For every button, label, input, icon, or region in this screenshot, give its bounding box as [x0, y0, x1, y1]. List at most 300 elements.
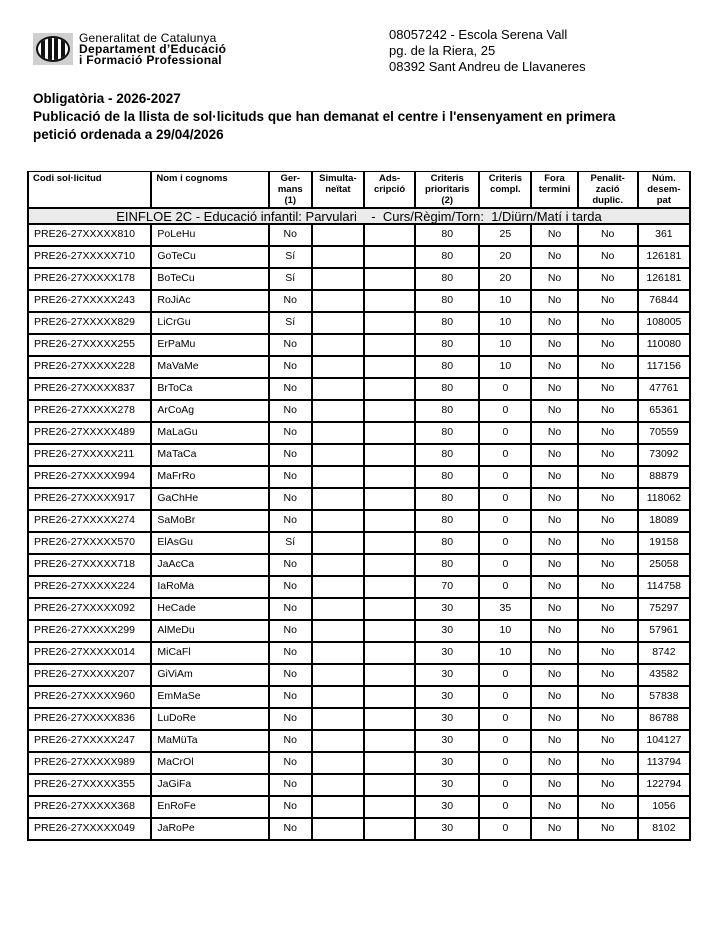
cell-num-desempat: 122794: [638, 774, 690, 796]
cell-criteris-prioritaris: 80: [415, 268, 479, 290]
cell-fora-termini: No: [531, 576, 577, 598]
cell-nom: MaFrRo: [151, 466, 268, 488]
cell-germans: No: [269, 686, 312, 708]
cell-nom: EmMaSe: [151, 686, 268, 708]
cell-penalitzacio: No: [578, 422, 638, 444]
cell-nom: ElAsGu: [151, 532, 268, 554]
cell-num-desempat: 1056: [638, 796, 690, 818]
cell-simultaneitat: [312, 466, 364, 488]
cell-num-desempat: 43582: [638, 664, 690, 686]
cell-num-desempat: 86788: [638, 708, 690, 730]
column-header-text: pat: [656, 195, 671, 206]
cell-nom: LuDoRe: [151, 708, 268, 730]
cell-codi: PRE26-27XXXXX718: [28, 554, 151, 576]
cell-codi: PRE26-27XXXXX829: [28, 312, 151, 334]
institution-logo: [33, 33, 226, 66]
cell-fora-termini: No: [531, 598, 577, 620]
cell-criteris-compl: 0: [479, 576, 531, 598]
table-row: [28, 466, 690, 488]
column-header-text: Nom i cognoms: [156, 173, 228, 184]
cell-germans: No: [269, 290, 312, 312]
applications-table: [27, 171, 691, 841]
cell-criteris-prioritaris: 80: [415, 224, 479, 246]
cell-codi: PRE26-27XXXXX960: [28, 686, 151, 708]
cell-criteris-prioritaris: 80: [415, 532, 479, 554]
cell-simultaneitat: [312, 818, 364, 840]
cell-simultaneitat: [312, 510, 364, 532]
cell-simultaneitat: [312, 598, 364, 620]
cell-adscripcio: [364, 268, 415, 290]
cell-penalitzacio: No: [578, 752, 638, 774]
cell-penalitzacio: No: [578, 246, 638, 268]
cell-germans: No: [269, 752, 312, 774]
cell-criteris-prioritaris: 80: [415, 466, 479, 488]
cell-simultaneitat: [312, 642, 364, 664]
cell-criteris-prioritaris: 30: [415, 686, 479, 708]
cell-adscripcio: [364, 730, 415, 752]
cell-germans: No: [269, 356, 312, 378]
cell-simultaneitat: [312, 620, 364, 642]
title-line-2: Publicació de la llista de sol·licituds que han demanat el centre i l'ensenyament en primera: [33, 109, 616, 124]
cell-codi: PRE26-27XXXXX994: [28, 466, 151, 488]
column-header-criteris-prioritaris: [415, 172, 479, 209]
cell-criteris-compl: 0: [479, 686, 531, 708]
cell-criteris-compl: 10: [479, 356, 531, 378]
cell-penalitzacio: No: [578, 334, 638, 356]
column-header-text: Núm.: [652, 173, 676, 184]
column-header-text: zació: [595, 184, 620, 195]
cell-germans: No: [269, 400, 312, 422]
cell-simultaneitat: [312, 312, 364, 334]
cell-criteris-prioritaris: 30: [415, 796, 479, 818]
cell-adscripcio: [364, 774, 415, 796]
cell-adscripcio: [364, 796, 415, 818]
cell-criteris-prioritaris: 80: [415, 488, 479, 510]
cell-criteris-compl: 20: [479, 268, 531, 290]
cell-num-desempat: 57961: [638, 620, 690, 642]
cell-nom: JaGiFa: [151, 774, 268, 796]
cell-codi: PRE26-27XXXXX355: [28, 774, 151, 796]
cell-nom: MaCrOl: [151, 752, 268, 774]
cell-simultaneitat: [312, 444, 364, 466]
column-header-fora-termini: [531, 172, 577, 209]
cell-penalitzacio: No: [578, 510, 638, 532]
cell-codi: PRE26-27XXXXX178: [28, 268, 151, 290]
cell-penalitzacio: No: [578, 290, 638, 312]
cell-fora-termini: No: [531, 466, 577, 488]
cell-criteris-compl: 10: [479, 642, 531, 664]
school-city: 08392 Sant Andreu de Llavaneres: [389, 59, 586, 74]
cell-fora-termini: No: [531, 334, 577, 356]
cell-nom: LiCrGu: [151, 312, 268, 334]
cell-criteris-compl: 0: [479, 510, 531, 532]
cell-penalitzacio: No: [578, 554, 638, 576]
institution-name: [79, 33, 226, 66]
cell-criteris-compl: 10: [479, 620, 531, 642]
cell-num-desempat: 47761: [638, 378, 690, 400]
cell-criteris-compl: 10: [479, 290, 531, 312]
cell-num-desempat: 76844: [638, 290, 690, 312]
cell-adscripcio: [364, 334, 415, 356]
column-header-simultaneitat: [312, 172, 364, 209]
cell-codi: PRE26-27XXXXX278: [28, 400, 151, 422]
cell-simultaneitat: [312, 290, 364, 312]
cell-fora-termini: No: [531, 554, 577, 576]
cell-nom: GoTeCu: [151, 246, 268, 268]
cell-criteris-compl: 35: [479, 598, 531, 620]
cell-codi: PRE26-27XXXXX489: [28, 422, 151, 444]
cell-codi: PRE26-27XXXXX810: [28, 224, 151, 246]
table-row: [28, 730, 690, 752]
cell-simultaneitat: [312, 554, 364, 576]
cell-criteris-compl: 0: [479, 730, 531, 752]
cell-num-desempat: 108005: [638, 312, 690, 334]
cell-nom: EnRoFe: [151, 796, 268, 818]
cell-fora-termini: No: [531, 818, 577, 840]
cell-criteris-compl: 0: [479, 488, 531, 510]
cell-germans: No: [269, 444, 312, 466]
cell-fora-termini: No: [531, 796, 577, 818]
cell-nom: JaAcCa: [151, 554, 268, 576]
cell-criteris-prioritaris: 30: [415, 730, 479, 752]
cell-germans: Sí: [269, 246, 312, 268]
logo-line-3: i Formació Professional: [79, 53, 222, 67]
cell-simultaneitat: [312, 246, 364, 268]
cell-adscripcio: [364, 664, 415, 686]
cell-germans: Sí: [269, 268, 312, 290]
cell-penalitzacio: No: [578, 378, 638, 400]
school-address: [389, 27, 586, 75]
title-line-3: petició ordenada a 29/04/2026: [33, 127, 224, 142]
cell-criteris-compl: 0: [479, 466, 531, 488]
cell-criteris-compl: 25: [479, 224, 531, 246]
column-header-num-desempat: [638, 172, 690, 209]
cell-fora-termini: No: [531, 422, 577, 444]
cell-fora-termini: No: [531, 664, 577, 686]
cell-nom: MaTaCa: [151, 444, 268, 466]
cell-penalitzacio: No: [578, 818, 638, 840]
cell-penalitzacio: No: [578, 268, 638, 290]
cell-nom: GiViAm: [151, 664, 268, 686]
cell-criteris-prioritaris: 30: [415, 642, 479, 664]
column-header-text: cripció: [373, 184, 406, 195]
cell-penalitzacio: No: [578, 708, 638, 730]
cell-codi: PRE26-27XXXXX247: [28, 730, 151, 752]
cell-codi: PRE26-27XXXXX228: [28, 356, 151, 378]
school-street: pg. de la Riera, 25: [389, 43, 496, 58]
cell-simultaneitat: [312, 268, 364, 290]
cell-penalitzacio: No: [578, 312, 638, 334]
cell-num-desempat: 19158: [638, 532, 690, 554]
cell-num-desempat: 118062: [638, 488, 690, 510]
cell-criteris-compl: 0: [479, 554, 531, 576]
cell-germans: No: [269, 576, 312, 598]
logo-line-1: Generalitat de Catalunya: [79, 31, 217, 45]
table-row: [28, 422, 690, 444]
generalitat-emblem-icon: [33, 33, 73, 65]
table-row: [28, 378, 690, 400]
cell-penalitzacio: No: [578, 466, 638, 488]
cell-fora-termini: No: [531, 312, 577, 334]
cell-codi: PRE26-27XXXXX211: [28, 444, 151, 466]
cell-criteris-compl: 0: [479, 400, 531, 422]
cell-nom: GaChHe: [151, 488, 268, 510]
cell-codi: PRE26-27XXXXX837: [28, 378, 151, 400]
cell-fora-termini: No: [531, 686, 577, 708]
table-row: [28, 334, 690, 356]
cell-penalitzacio: No: [578, 400, 638, 422]
cell-simultaneitat: [312, 400, 364, 422]
cell-adscripcio: [364, 818, 415, 840]
cell-num-desempat: 88879: [638, 466, 690, 488]
cell-criteris-prioritaris: 80: [415, 312, 479, 334]
cell-simultaneitat: [312, 488, 364, 510]
cell-simultaneitat: [312, 774, 364, 796]
table-row: [28, 444, 690, 466]
cell-num-desempat: 110080: [638, 334, 690, 356]
cell-penalitzacio: No: [578, 620, 638, 642]
cell-fora-termini: No: [531, 268, 577, 290]
column-header-text: Ads-: [378, 173, 401, 184]
table-row: [28, 642, 690, 664]
cell-criteris-prioritaris: 80: [415, 400, 479, 422]
column-header-text: Simulta-: [319, 173, 357, 184]
cell-adscripcio: [364, 686, 415, 708]
cell-adscripcio: [364, 752, 415, 774]
cell-codi: PRE26-27XXXXX368: [28, 796, 151, 818]
cell-codi: PRE26-27XXXXX710: [28, 246, 151, 268]
cell-num-desempat: 117156: [638, 356, 690, 378]
table-row: [28, 400, 690, 422]
cell-nom: MaMüTa: [151, 730, 268, 752]
cell-adscripcio: [364, 620, 415, 642]
column-header-adscripcio: [364, 172, 415, 209]
table-row: [28, 774, 690, 796]
cell-criteris-prioritaris: 80: [415, 510, 479, 532]
cell-criteris-compl: 0: [479, 378, 531, 400]
column-header-penalitzacio: [578, 172, 638, 209]
cell-num-desempat: 75297: [638, 598, 690, 620]
cell-fora-termini: No: [531, 752, 577, 774]
cell-criteris-prioritaris: 80: [415, 422, 479, 444]
cell-codi: PRE26-27XXXXX274: [28, 510, 151, 532]
cell-penalitzacio: No: [578, 730, 638, 752]
cell-criteris-compl: 0: [479, 752, 531, 774]
cell-penalitzacio: No: [578, 642, 638, 664]
cell-germans: No: [269, 642, 312, 664]
cell-criteris-compl: 0: [479, 664, 531, 686]
cell-num-desempat: 73092: [638, 444, 690, 466]
cell-fora-termini: No: [531, 532, 577, 554]
cell-penalitzacio: No: [578, 796, 638, 818]
cell-germans: No: [269, 620, 312, 642]
column-header-codi: [28, 172, 151, 209]
cell-num-desempat: 18089: [638, 510, 690, 532]
cell-simultaneitat: [312, 796, 364, 818]
cell-adscripcio: [364, 510, 415, 532]
table-row: [28, 708, 690, 730]
cell-codi: PRE26-27XXXXX243: [28, 290, 151, 312]
cell-fora-termini: No: [531, 444, 577, 466]
cell-adscripcio: [364, 642, 415, 664]
cell-num-desempat: 104127: [638, 730, 690, 752]
school-name: 08057242 - Escola Serena Vall: [389, 27, 568, 42]
table-row: [28, 268, 690, 290]
cell-simultaneitat: [312, 224, 364, 246]
table-row: [28, 554, 690, 576]
table-row: [28, 796, 690, 818]
cell-criteris-compl: 0: [479, 444, 531, 466]
cell-num-desempat: 114758: [638, 576, 690, 598]
column-header-text: (1): [284, 195, 297, 206]
cell-criteris-prioritaris: 30: [415, 664, 479, 686]
cell-nom: JaRoPe: [151, 818, 268, 840]
cell-adscripcio: [364, 224, 415, 246]
cell-germans: No: [269, 224, 312, 246]
cell-criteris-prioritaris: 30: [415, 818, 479, 840]
cell-criteris-prioritaris: 30: [415, 620, 479, 642]
table-row: [28, 664, 690, 686]
cell-criteris-prioritaris: 80: [415, 554, 479, 576]
table-row: [28, 686, 690, 708]
table-row: [28, 510, 690, 532]
cell-fora-termini: No: [531, 378, 577, 400]
table-row: [28, 312, 690, 334]
table-row: [28, 752, 690, 774]
cell-germans: Sí: [269, 532, 312, 554]
table-row: [28, 290, 690, 312]
cell-penalitzacio: No: [578, 224, 638, 246]
cell-penalitzacio: No: [578, 356, 638, 378]
column-header-text: Criteris: [488, 173, 523, 184]
column-header-text: compl.: [490, 184, 521, 195]
cell-fora-termini: No: [531, 246, 577, 268]
table-body: [28, 224, 690, 840]
cell-num-desempat: 8742: [638, 642, 690, 664]
cell-simultaneitat: [312, 752, 364, 774]
cell-germans: No: [269, 730, 312, 752]
cell-codi: PRE26-27XXXXX570: [28, 532, 151, 554]
cell-adscripcio: [364, 708, 415, 730]
title-line-1: Obligatòria - 2026-2027: [33, 91, 181, 106]
cell-num-desempat: 65361: [638, 400, 690, 422]
cell-fora-termini: No: [531, 510, 577, 532]
cell-germans: No: [269, 422, 312, 444]
column-header-text: Penalit-: [590, 173, 625, 184]
column-header-text: termini: [538, 184, 571, 195]
cell-criteris-compl: 0: [479, 532, 531, 554]
cell-fora-termini: No: [531, 488, 577, 510]
column-header-text: neïtat: [325, 184, 351, 195]
cell-nom: ArCoAg: [151, 400, 268, 422]
cell-fora-termini: No: [531, 400, 577, 422]
cell-germans: No: [269, 510, 312, 532]
cell-penalitzacio: No: [578, 774, 638, 796]
cell-nom: AlMeDu: [151, 620, 268, 642]
column-header-text: Criteris: [430, 173, 464, 184]
cell-adscripcio: [364, 378, 415, 400]
cell-codi: PRE26-27XXXXX836: [28, 708, 151, 730]
cell-codi: PRE26-27XXXXX049: [28, 818, 151, 840]
cell-fora-termini: No: [531, 774, 577, 796]
cell-codi: PRE26-27XXXXX014: [28, 642, 151, 664]
cell-criteris-prioritaris: 80: [415, 246, 479, 268]
cell-criteris-prioritaris: 80: [415, 444, 479, 466]
cell-adscripcio: [364, 312, 415, 334]
cell-simultaneitat: [312, 576, 364, 598]
cell-adscripcio: [364, 422, 415, 444]
cell-adscripcio: [364, 246, 415, 268]
cell-penalitzacio: No: [578, 664, 638, 686]
cell-simultaneitat: [312, 664, 364, 686]
cell-criteris-prioritaris: 80: [415, 356, 479, 378]
cell-nom: SaMoBr: [151, 510, 268, 532]
cell-criteris-prioritaris: 30: [415, 598, 479, 620]
cell-fora-termini: No: [531, 620, 577, 642]
cell-germans: Sí: [269, 312, 312, 334]
cell-criteris-compl: 0: [479, 818, 531, 840]
cell-fora-termini: No: [531, 290, 577, 312]
cell-num-desempat: 126181: [638, 246, 690, 268]
cell-criteris-prioritaris: 30: [415, 708, 479, 730]
cell-germans: No: [269, 598, 312, 620]
document-title: [33, 90, 693, 144]
table-row: [28, 488, 690, 510]
cell-num-desempat: 70559: [638, 422, 690, 444]
cell-nom: BoTeCu: [151, 268, 268, 290]
table-row: [28, 224, 690, 246]
cell-simultaneitat: [312, 356, 364, 378]
cell-germans: No: [269, 334, 312, 356]
cell-nom: BrToCa: [151, 378, 268, 400]
cell-simultaneitat: [312, 730, 364, 752]
cell-germans: No: [269, 796, 312, 818]
column-header-germans: [269, 172, 312, 209]
cell-codi: PRE26-27XXXXX224: [28, 576, 151, 598]
cell-adscripcio: [364, 444, 415, 466]
cell-fora-termini: No: [531, 224, 577, 246]
cell-simultaneitat: [312, 708, 364, 730]
column-header-text: prioritaris: [425, 184, 470, 195]
cell-criteris-compl: 0: [479, 796, 531, 818]
cell-nom: MaVaMe: [151, 356, 268, 378]
cell-nom: MaLaGu: [151, 422, 268, 444]
column-header-text: duplic.: [592, 195, 623, 206]
cell-penalitzacio: No: [578, 576, 638, 598]
table-row: [28, 620, 690, 642]
cell-fora-termini: No: [531, 356, 577, 378]
cell-criteris-prioritaris: 80: [415, 290, 479, 312]
cell-simultaneitat: [312, 378, 364, 400]
cell-codi: PRE26-27XXXXX299: [28, 620, 151, 642]
cell-criteris-compl: 0: [479, 774, 531, 796]
table-row: [28, 818, 690, 840]
cell-criteris-prioritaris: 80: [415, 378, 479, 400]
cell-fora-termini: No: [531, 708, 577, 730]
cell-num-desempat: 25058: [638, 554, 690, 576]
cell-criteris-prioritaris: 80: [415, 334, 479, 356]
table-row: [28, 576, 690, 598]
cell-penalitzacio: No: [578, 598, 638, 620]
cell-germans: No: [269, 664, 312, 686]
cell-nom: HeCade: [151, 598, 268, 620]
logo-line-2: Departament d’Educació: [79, 42, 227, 56]
cell-simultaneitat: [312, 686, 364, 708]
cell-nom: IaRoMa: [151, 576, 268, 598]
cell-codi: PRE26-27XXXXX917: [28, 488, 151, 510]
cell-adscripcio: [364, 554, 415, 576]
cell-adscripcio: [364, 488, 415, 510]
